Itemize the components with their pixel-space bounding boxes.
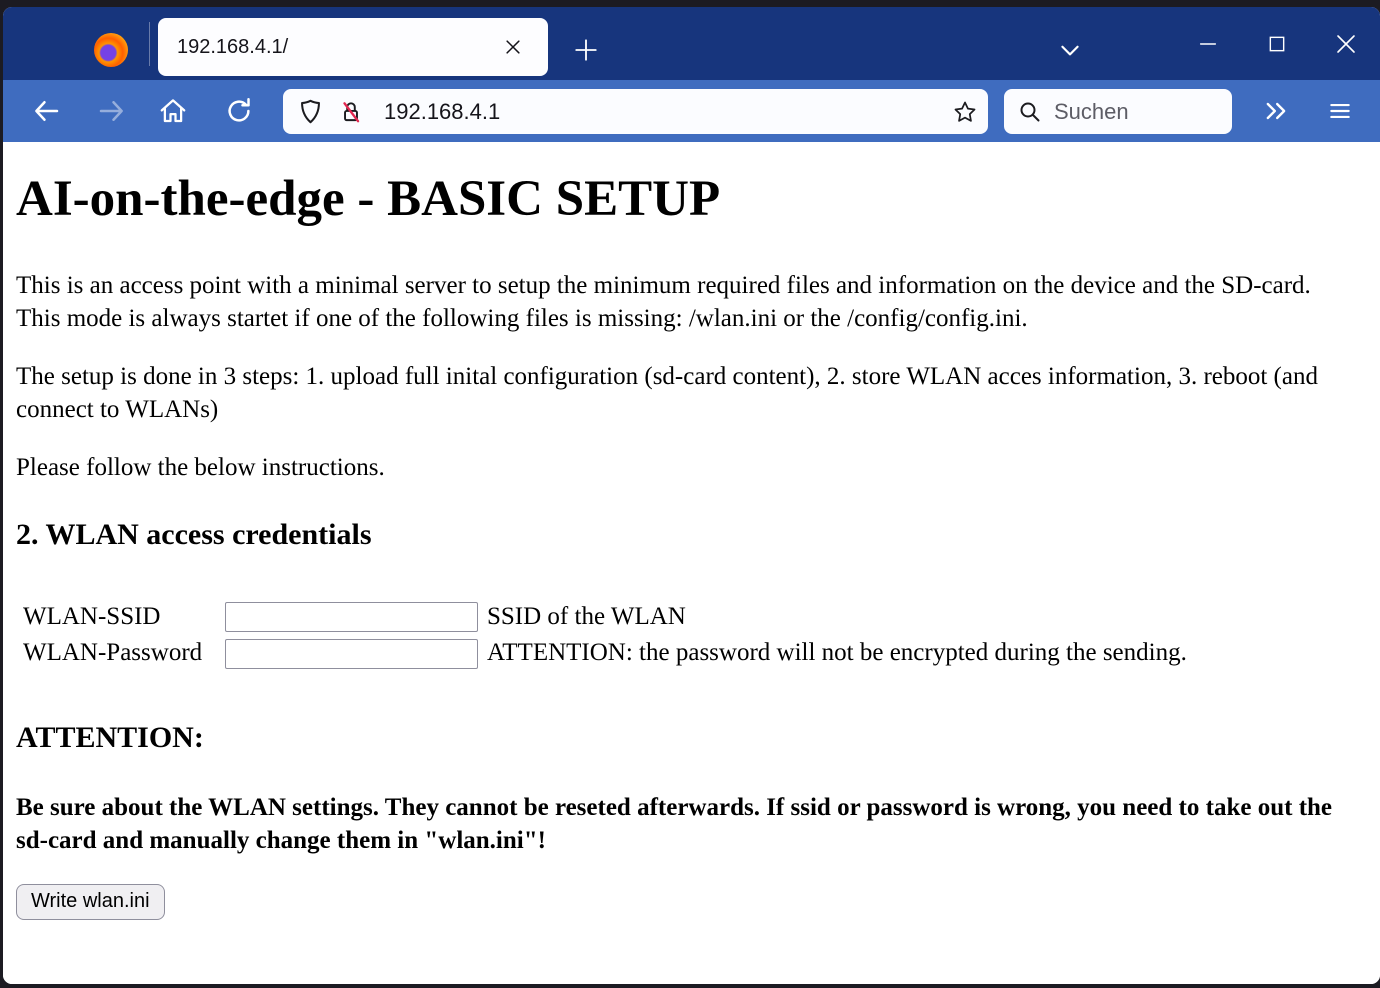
wlan-password-label: WLAN-Password: [23, 639, 203, 667]
list-all-tabs-chevron-icon[interactable]: [1053, 33, 1087, 67]
section-heading-wlan-credentials: 2. WLAN access credentials: [16, 517, 372, 551]
table-row: [18, 600, 1192, 635]
new-tab-button[interactable]: [569, 33, 603, 67]
bookmark-star-icon[interactable]: [952, 99, 978, 125]
tab-strip-divider: [149, 22, 150, 66]
intro-paragraph-2: The setup is done in 3 steps: 1. upload full inital configuration (sd-card content), 2. store WLAN acces information, 3. reboot (and connect to WLANs): [16, 362, 1318, 423]
search-icon: [1018, 100, 1042, 124]
table-row: [18, 636, 1192, 671]
back-button[interactable]: [27, 91, 67, 131]
titlebar: [3, 7, 1380, 80]
page-title: AI-on-the-edge - BASIC SETUP: [16, 171, 721, 227]
search-placeholder: Suchen: [1054, 98, 1129, 124]
wlan-credentials-form: [16, 598, 1194, 673]
tab-title: 192.168.4.1/: [177, 35, 289, 58]
navigation-toolbar: [3, 80, 1380, 142]
intro-paragraph-3: Please follow the below instructions.: [16, 453, 385, 481]
firefox-icon[interactable]: [94, 33, 128, 67]
home-button[interactable]: [153, 91, 193, 131]
hamburger-menu-icon[interactable]: [1320, 91, 1360, 131]
intro-paragraph-1: This is an access point with a minimal server to setup the minimum required files and information on the device and the SD-card. This mode is always startet if one of the following files is missing: /wlan.ini or the /config/config.ini.: [16, 271, 1311, 332]
write-wlan-ini-button[interactable]: Write wlan.ini: [16, 884, 165, 920]
url-bar[interactable]: [283, 89, 988, 134]
wlan-ssid-input[interactable]: [225, 602, 478, 632]
tracking-protection-shield-icon[interactable]: [297, 98, 324, 125]
close-window-button[interactable]: [1311, 7, 1380, 80]
wlan-password-description: ATTENTION: the password will not be encrypted during the sending.: [487, 639, 1187, 667]
wlan-ssid-description: SSID of the WLAN: [487, 602, 686, 630]
overflow-chevrons-icon[interactable]: [1256, 91, 1296, 131]
attention-heading: ATTENTION:: [16, 720, 204, 754]
search-bar[interactable]: [1004, 89, 1232, 134]
window-controls: [1173, 7, 1380, 80]
browser-window: [3, 7, 1380, 984]
browser-tab[interactable]: [158, 18, 548, 76]
forward-button[interactable]: [91, 91, 131, 131]
wlan-password-input[interactable]: [225, 639, 478, 669]
url-text[interactable]: 192.168.4.1: [384, 98, 501, 124]
maximize-button[interactable]: [1242, 7, 1311, 80]
wlan-ssid-label: WLAN-SSID: [23, 602, 161, 630]
reload-button[interactable]: [219, 91, 259, 131]
insecure-connection-lock-icon[interactable]: [338, 99, 364, 125]
page-content: [3, 142, 1380, 984]
tab-close-icon[interactable]: [498, 32, 528, 62]
attention-warning-text: Be sure about the WLAN settings. They cannot be reseted afterwards. If ssid or password is wrong, you need to take out the sd-card and manually change them in "wlan.ini"!: [16, 793, 1333, 854]
minimize-button[interactable]: [1173, 7, 1242, 80]
